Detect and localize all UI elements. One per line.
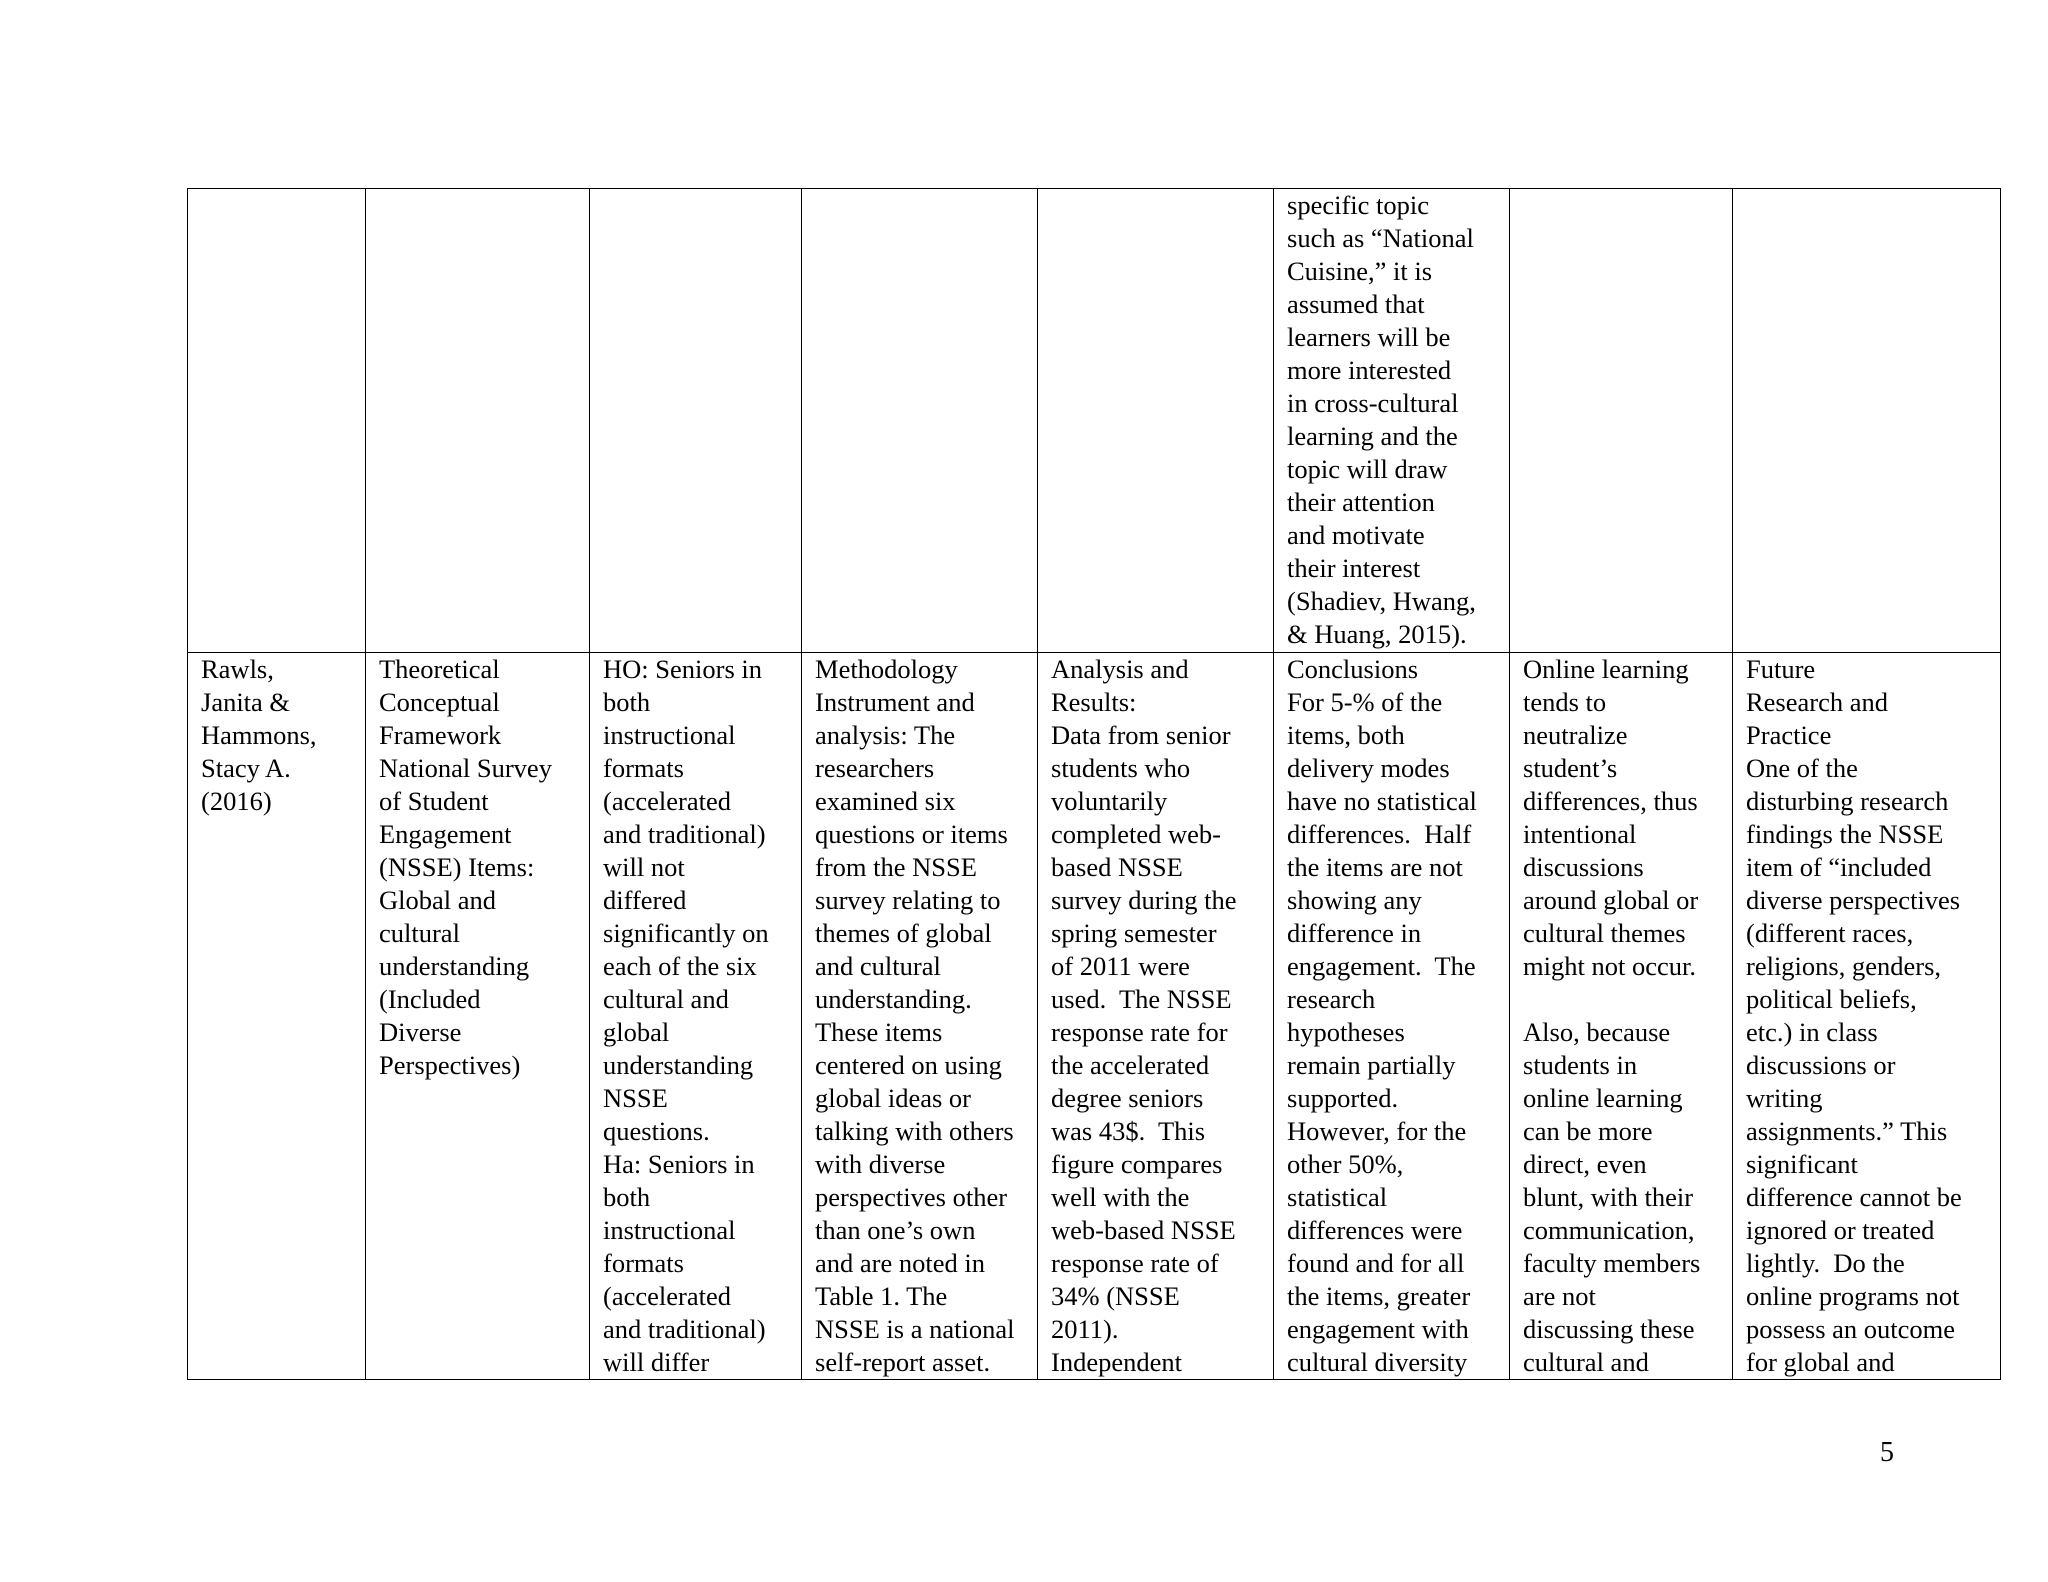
hypotheses-cell (590, 189, 802, 653)
table-row (188, 189, 2001, 653)
framework-cell (366, 189, 590, 653)
future-research-cell (1733, 189, 2001, 653)
table-row (188, 653, 2001, 1380)
page-number: 5 (1880, 1437, 1894, 1468)
implications-cell (1510, 189, 1733, 653)
implications-cell: Online learning tends to neutralize student’s differences, thus intentional discussions around global or cultural themes might not occur. Also, because students in online learning can be more direct, even blunt, with their communication, faculty members are not discussing these cultural and (1510, 653, 1733, 1380)
analysis-cell: Analysis and Results: Data from senior students who voluntarily completed web- based NSSE survey during the spring semester of 2011 were used. The NSSE response rate for the accelerated degree seniors was 43$. This figure compares well with the web-based NSSE response rate of 34% (NSSE 2011). Independent (1038, 653, 1274, 1380)
future-research-cell: Future Research and Practice One of the disturbing research findings the NSSE item of “included diverse perspectives (different races, religions, genders, political beliefs, etc.) in class discussions or writing assignments.” This significant difference cannot be ignored or treated lightly. Do the online programs not possess an outcome for global and (1733, 653, 2001, 1380)
author-cell: Rawls, Janita & Hammons, Stacy A. (2016) (188, 653, 366, 1380)
analysis-cell (1038, 189, 1274, 653)
methodology-cell: Methodology Instrument and analysis: The researchers examined six questions or items from the NSSE survey relating to themes of global and cultural understanding. These items centered on using global ideas or talking with others with diverse perspectives other than one’s own and are noted in Table 1. The NSSE is a national self-report asset. (802, 653, 1038, 1380)
methodology-cell (802, 189, 1038, 653)
conclusions-cell: Conclusions For 5-% of the items, both delivery modes have no statistical differences. Half the items are not showing any difference in engagement. The research hypotheses remain partially supported. However, for the other 50%, statistical differences were found and for all the items, greater engagement with cultural diversity (1274, 653, 1510, 1380)
hypotheses-cell: HO: Seniors in both instructional formats (accelerated and traditional) will not differed significantly on each of the six cultural and global understanding NSSE questions. Ha: Seniors in both instructional formats (accelerated and traditional) will differ (590, 653, 802, 1380)
framework-cell: Theoretical Conceptual Framework National Survey of Student Engagement (NSSE) Items: Global and cultural understanding (Included Diverse Perspectives) (366, 653, 590, 1380)
author-cell (188, 189, 366, 653)
literature-review-table (187, 188, 2001, 1380)
conclusions-cell: specific topic such as “National Cuisine,” it is assumed that learners will be more interested in cross-cultural learning and the topic will draw their attention and motivate their interest (Shadiev, Hwang, & Huang, 2015). (1274, 189, 1510, 653)
